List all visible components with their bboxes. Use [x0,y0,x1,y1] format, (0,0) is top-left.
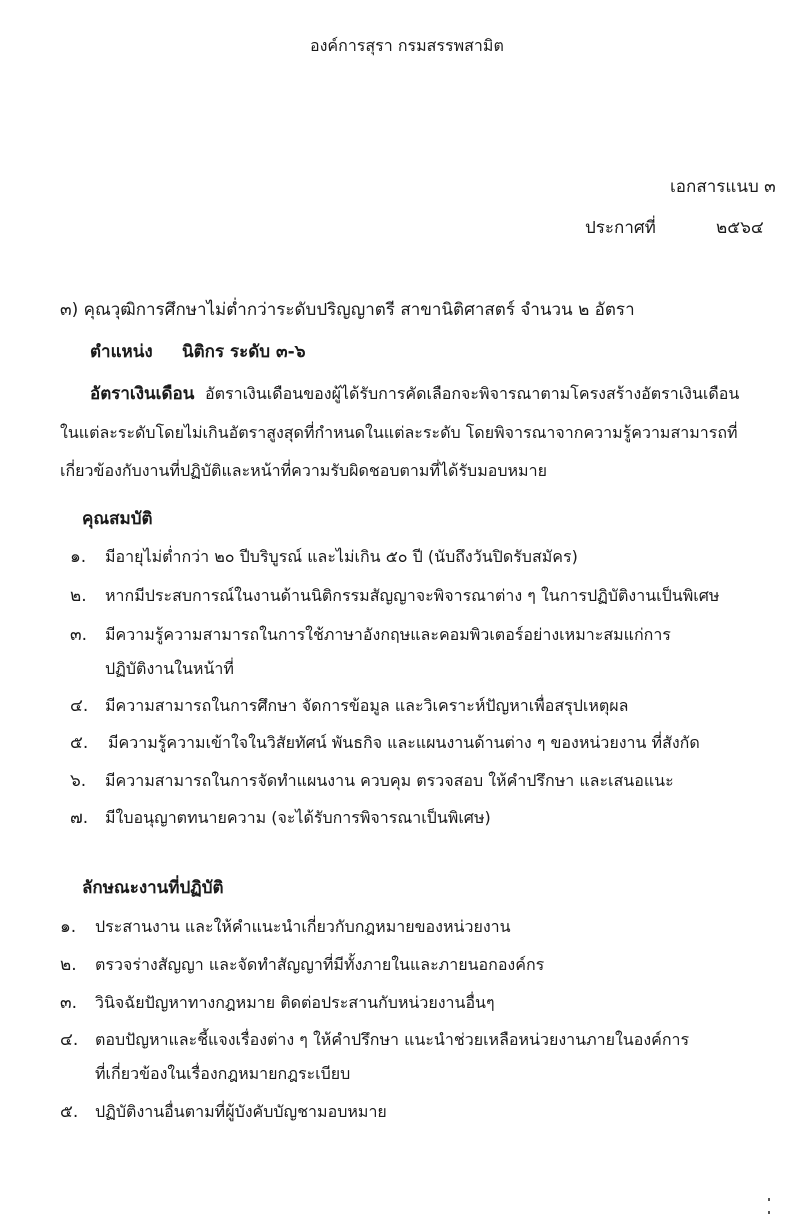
qualification-number: ๓. [70,625,88,645]
qualifications-heading: คุณสมบัติ [82,509,153,529]
qualification-text: มีอายุไม่ต่ำกว่า ๒๐ ปีบริบูรณ์ และไม่เกิน ๕๐ ปี (นับถึงวันปิดรับสมัคร) [105,547,578,566]
duty-text: วินิจฉัยปัญหาทางกฎหมาย ติดต่อประสานกับหน่วยงานอื่นๆ [95,993,495,1012]
duty-text-continued: ที่เกี่ยวข้องในเรื่องกฎหมายกฎระเบียบ [95,1064,351,1083]
duty-text: ตรวจร่างสัญญา และจัดทำสัญญาที่มีทั้งภายในและภายนอกองค์กร [95,955,545,974]
qualification-text: มีใบอนุญาตทนายความ (จะได้รับการพิจารณาเป็นพิเศษ) [105,808,491,827]
announcement-year: ๒๕๖๔ [716,218,764,238]
qualification-line: ๓) คุณวุฒิการศึกษาไม่ต่ำกว่าระดับปริญญาตรี สาขานิติศาสตร์ จำนวน ๒ อัตรา [60,300,635,320]
qualification-number: ๖. [70,771,87,791]
duties-heading: ลักษณะงานที่ปฏิบัติ [82,878,224,898]
qualification-text: มีความสามารถในการจัดทำแผนงาน ควบคุม ตรวจสอบ ให้คำปรึกษา และเสนอแนะ [105,771,674,790]
qualification-text: มีความสามารถในการศึกษา จัดการข้อมูล และวิเคราะห์ปัญหาเพื่อสรุปเหตุผล [105,696,629,715]
qualification-number: ๒. [70,586,87,606]
position-title-label: ตำแหน่ง [90,342,153,362]
qualification-text-continued: ปฏิบัติงานในหน้าที่ [105,659,234,678]
scan-speck [768,1211,770,1214]
duty-text: ประสานงาน และให้คำแนะนำเกี่ยวกับกฎหมายของหน่วยงาน [95,917,511,936]
attachment-label: เอกสารแนบ ๓ [670,177,776,197]
duty-number: ๑. [60,917,77,937]
qualification-number: ๑. [70,547,87,567]
qualification-text: หากมีประสบการณ์ในงานด้านนิติกรรมสัญญาจะพิจารณาต่าง ๆ ในการปฏิบัติงานเป็นพิเศษ [105,586,720,605]
qualification-number: ๗. [70,808,89,828]
qualification-number: ๕. [70,733,89,753]
duty-number: ๕. [60,1102,79,1122]
duty-number: ๓. [60,993,78,1013]
salary-text-line-1: อัตราเงินเดือนของผู้ได้รับการคัดเลือกจะพิจารณาตามโครงสร้างอัตราเงินเดือน [205,384,740,403]
announcement-label: ประกาศที่ [585,218,656,238]
qualification-text: มีความรู้ความเข้าใจในวิสัยทัศน์ พันธกิจ และแผนงานด้านต่าง ๆ ของหน่วยงาน ที่สังกัด [108,733,700,752]
qualification-text: มีความรู้ความสามารถในการใช้ภาษาอังกฤษและคอมพิวเตอร์อย่างเหมาะสมแก่การ [105,625,671,644]
salary-label: อัตราเงินเดือน [90,384,195,404]
duty-number: ๔. [60,1030,79,1050]
position-title-value: นิติกร ระดับ ๓-๖ [182,342,306,362]
qualification-number: ๔. [70,696,89,716]
salary-text-line-3: เกี่ยวข้องกับงานที่ปฏิบัติและหน้าที่ความรับผิดชอบตามที่ได้รับมอบหมาย [60,461,547,480]
organization-header: องค์การสุรา กรมสรรพสามิต [310,36,504,55]
scan-speck [768,1198,770,1201]
duty-number: ๒. [60,955,77,975]
duty-text: ตอบปัญหาและชี้แจงเรื่องต่าง ๆ ให้คำปรึกษา แนะนำช่วยเหลือหน่วยงานภายในองค์การ [95,1030,690,1049]
duty-text: ปฏิบัติงานอื่นตามที่ผู้บังคับบัญชามอบหมาย [95,1102,387,1121]
salary-text-line-2: ในแต่ละระดับโดยไม่เกินอัตราสูงสุดที่กำหนดในแต่ละระดับ โดยพิจารณาจากความรู้ความสามารถที่ [60,423,738,442]
